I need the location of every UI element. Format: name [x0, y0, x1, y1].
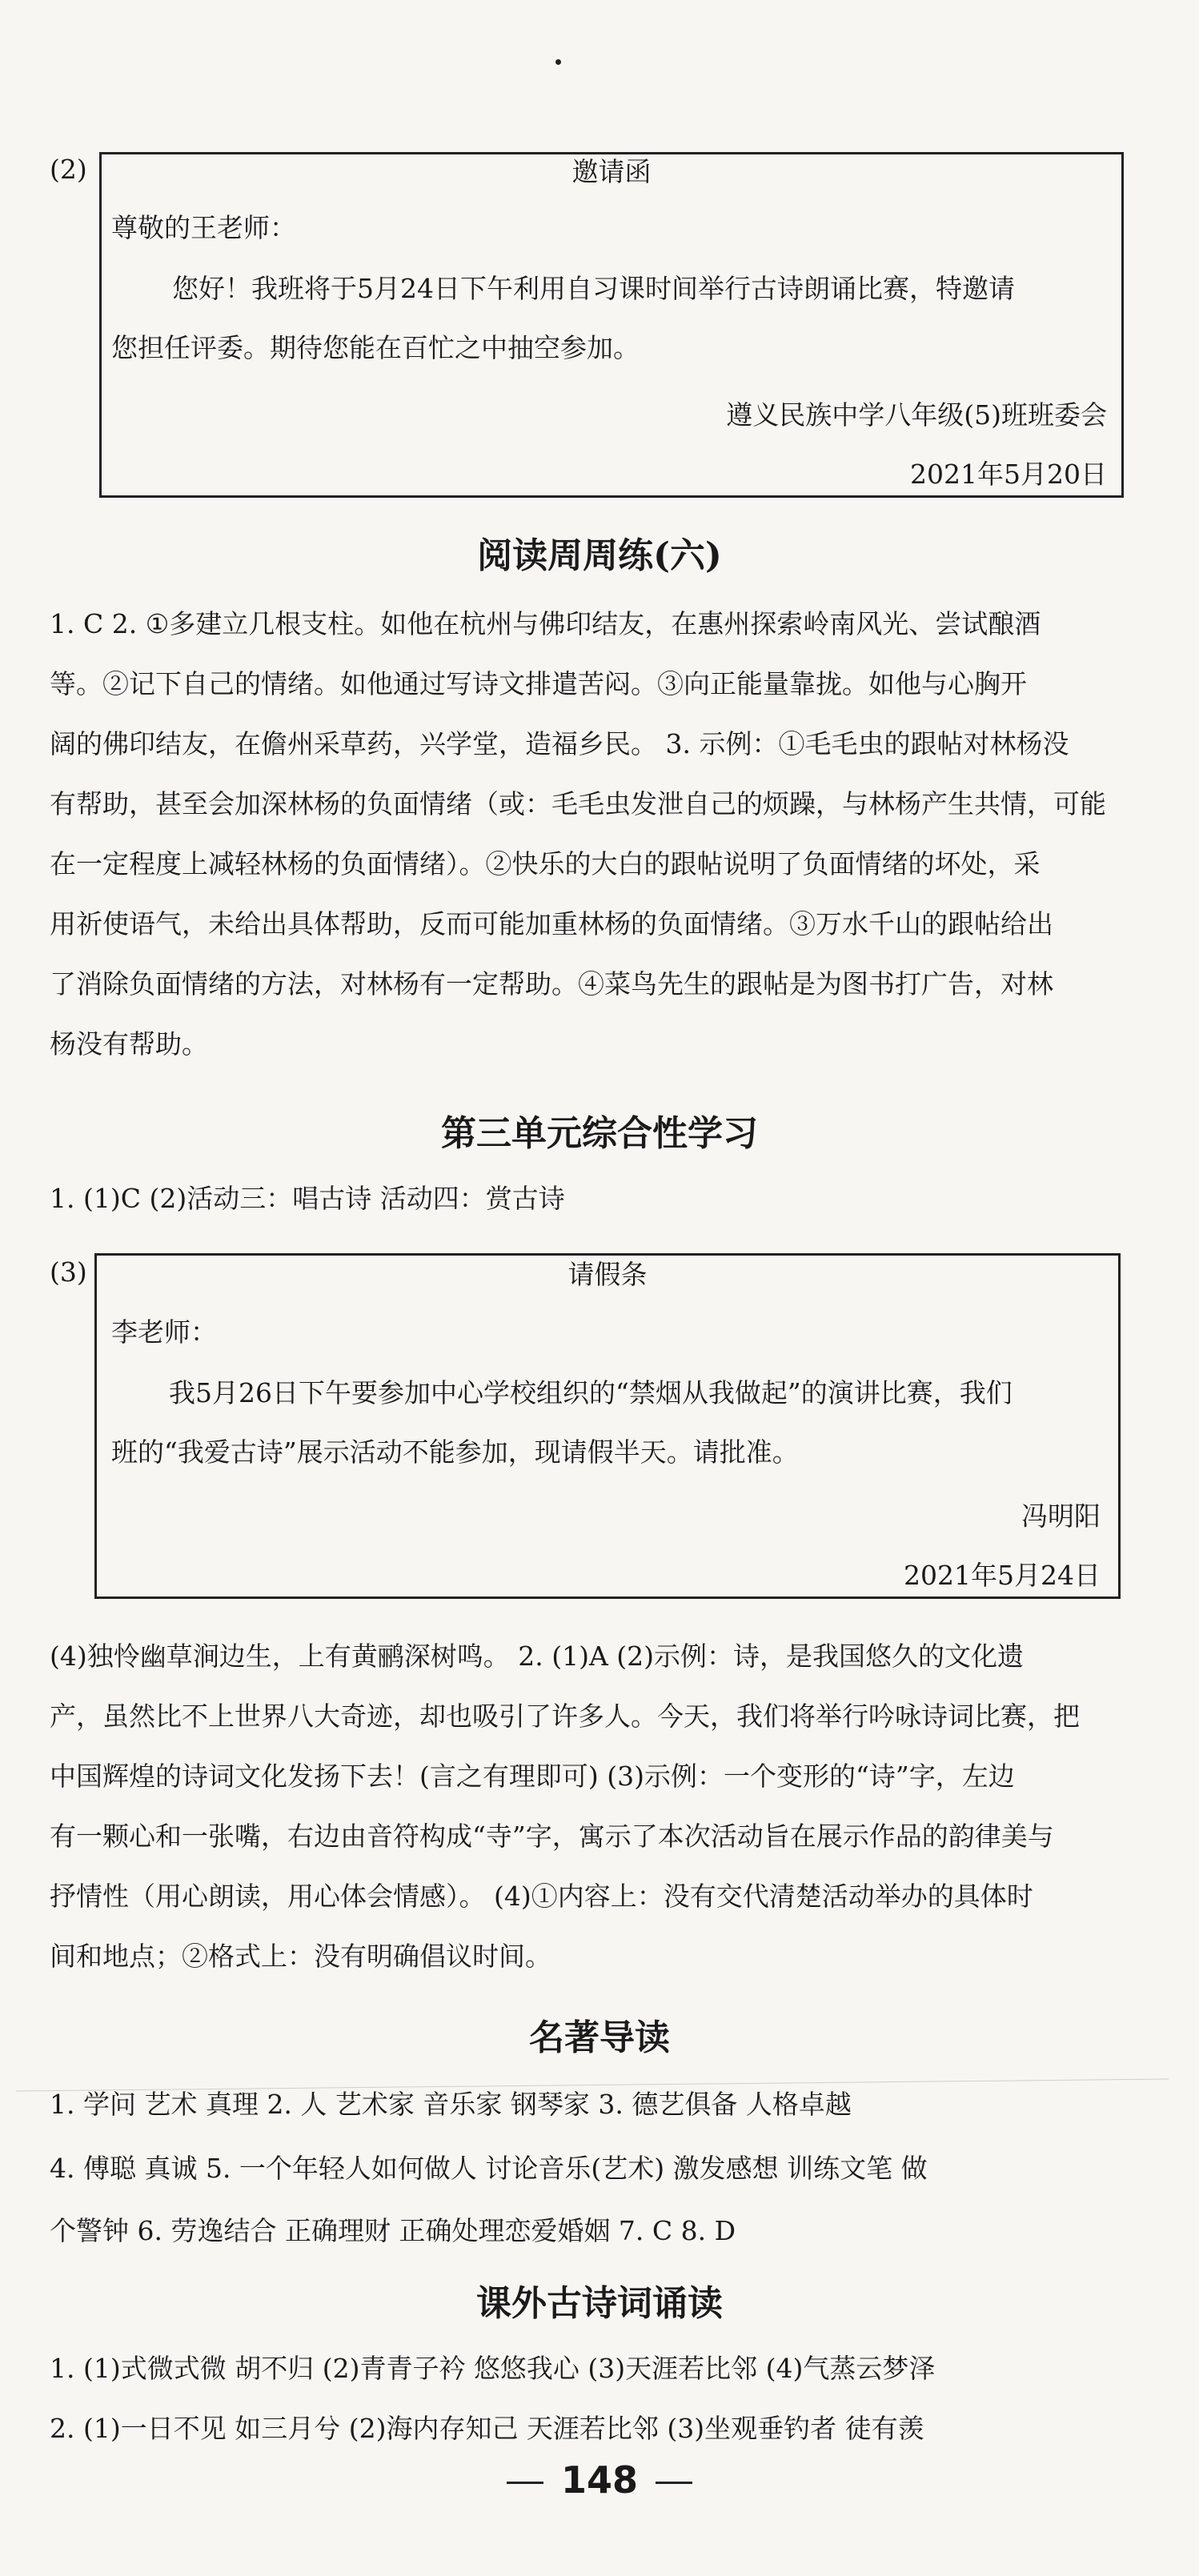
invitation-box — [99, 152, 1124, 498]
reading-line-6: 用祈使语气，未给出具体帮助，反而可能加重林杨的负面情绪。③万水千山的跟帖给出 — [50, 908, 1053, 939]
unit3-line-6: 抒情性（用心朗读，用心体会情感）。 (4)①内容上：没有交代清楚活动举办的具体时 — [50, 1881, 1033, 1912]
reading-line-1: 1. C 2. ①多建立几根支柱。如他在杭州与佛印结友，在惠州探索岭南风光、尝试酿酒 — [50, 608, 1041, 639]
page-dash-right — [656, 2482, 692, 2484]
page-number-value: 148 — [560, 2458, 639, 2502]
reading-line-7: 了消除负面情绪的方法，对林杨有一定帮助。④菜鸟先生的跟帖是为图书打广告，对林 — [50, 968, 1053, 1000]
poetry-line-1: 1. (1)式微式微 胡不归 (2)青青子衿 悠悠我心 (3)天涯若比邻 (4)气蒸云梦泽 — [50, 2353, 936, 2384]
leave-note-signature: 冯明阳 — [1021, 1500, 1101, 1532]
leave-note-title: 请假条 — [567, 1259, 648, 1290]
unit3-line-1: 1. (1)C (2)活动三：唱古诗 活动四：赏古诗 — [50, 1183, 565, 1214]
section-title-poetry: 课外古诗词诵读 — [476, 2283, 723, 2324]
section-title-classics: 名著导读 — [529, 2017, 670, 2058]
classics-line-2: 4. 傅聪 真诚 5. 一个年轻人如何做人 讨论音乐(艺术) 激发感想 训练文笔 做 — [50, 2153, 928, 2184]
decorative-dot — [555, 59, 561, 65]
invitation-date: 2021年5月20日 — [910, 459, 1107, 490]
leave-note-body-1: 我5月26日下午要参加中心学校组织的“禁烟从我做起”的演讲比赛，我们 — [169, 1377, 1013, 1408]
unit3-line-2: (4)独怜幽草涧边生，上有黄鹂深树鸣。 2. (1)A (2)示例：诗，是我国悠久的文化遗 — [50, 1641, 1025, 1672]
reading-line-3: 阔的佛印结友，在儋州采草药，兴学堂，造福乡民。 3. 示例：①毛毛虫的跟帖对林杨没 — [50, 728, 1069, 759]
invitation-signature: 遵义民族中学八年级(5)班班委会 — [726, 399, 1107, 431]
section-title-unit3: 第三单元综合性学习 — [441, 1113, 758, 1154]
reading-line-4: 有帮助，甚至会加深林杨的负面情绪（或：毛毛虫发泄自己的烦躁，与林杨产生共情，可能 — [50, 788, 1106, 819]
classics-line-1: 1. 学问 艺术 真理 2. 人 艺术家 音乐家 钢琴家 3. 德艺俱备 人格卓越 — [50, 2089, 852, 2120]
unit3-line-4: 中国辉煌的诗词文化发扬下去！(言之有理即可) (3)示例：一个变形的“诗”字，左边 — [50, 1761, 1015, 1792]
reading-line-8: 杨没有帮助。 — [50, 1028, 208, 1060]
box1-label: (2) — [50, 154, 87, 185]
leave-note-box — [94, 1253, 1121, 1599]
section-title-reading: 阅读周周练(六) — [477, 535, 722, 576]
leave-note-body-2: 班的“我爱古诗”展示活动不能参加，现请假半天。请批准。 — [111, 1436, 799, 1468]
invitation-salutation: 尊敬的王老师： — [111, 212, 296, 243]
reading-line-5: 在一定程度上减轻林杨的负面情绪）。②快乐的大白的跟帖说明了负面情绪的坏处，采 — [50, 848, 1041, 879]
invitation-title: 邀请函 — [571, 156, 652, 187]
invitation-body-2: 您担任评委。期待您能在百忙之中抽空参加。 — [111, 332, 640, 363]
leave-note-date: 2021年5月24日 — [904, 1560, 1101, 1591]
classics-line-3: 个警钟 6. 劳逸结合 正确理财 正确处理恋爱婚姻 7. C 8. D — [50, 2215, 736, 2246]
unit3-line-5: 有一颗心和一张嘴，右边由音符构成“寺”字，寓示了本次活动旨在展示作品的韵律美与 — [50, 1821, 1054, 1852]
page-number — [0, 2458, 1199, 2502]
reading-line-2: 等。②记下自己的情绪。如他通过写诗文排遣苦闷。③向正能量靠拢。如他与心胸开 — [50, 668, 1027, 699]
unit3-line-7: 间和地点；②格式上：没有明确倡议时间。 — [50, 1941, 551, 1972]
unit3-line-3: 产，虽然比不上世界八大奇迹，却也吸引了许多人。今天，我们将举行吟咏诗词比赛，把 — [50, 1701, 1080, 1732]
poetry-line-2: 2. (1)一日不见 如三月兮 (2)海内存知己 天涯若比邻 (3)坐观垂钓者 徒有羡 — [50, 2413, 924, 2444]
page-dash-left — [507, 2482, 543, 2484]
invitation-body-1: 您好！我班将于5月24日下午利用自习课时间举行古诗朗诵比赛，特邀请 — [172, 273, 1015, 304]
leave-note-salutation: 李老师： — [111, 1316, 217, 1348]
box2-label: (3) — [50, 1256, 87, 1288]
